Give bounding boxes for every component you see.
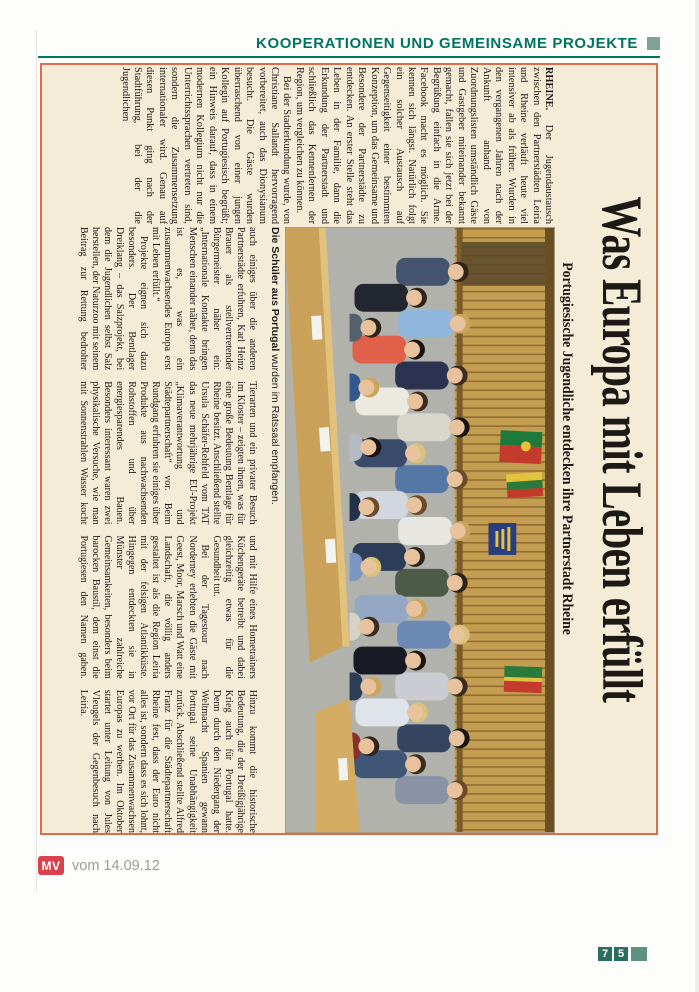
- article-subhead: Portugiesische Jugendliche entdecken ihre Partnerstadt Rheine: [559, 262, 575, 636]
- paper-sheet: [338, 758, 348, 780]
- article-photo: [285, 227, 555, 833]
- page-number-right: 5: [614, 947, 628, 961]
- paragraph: Bei der Stadterkundung wurde, von Christiane Sallandt hervorragend vorbereitet, auch das Dionysianum besucht. Die Gäste wurden überraschend von einer jungen Kollegin auf Portugiesisch begrüßt; ein Hinweis darauf, dass in einem modernen Kollegium nicht nur die Unterrichtssprachen vertreten sind, sondern die Zusammensetzung internationaler wird. Genau auf diesen Punkt ging nach der Stadtführung, bei der die Jugendlichen: [119, 67, 293, 224]
- paper-sheet: [325, 539, 336, 563]
- photo-caption: Die Schüler aus Portugal wurden im Ratssaal empfangen.: [269, 227, 281, 505]
- paragraph: Projekte eignen sich dazu besonders. Der Bentlager Dreiklang – das Salzprojekt, bei dem die Jugendlichen selbst Salz herstellen, der Naturzoo mit seinem Beitrag zur Rettung bedrohter Tierarten und ein privater Besuch im Kloster – zeigten ihnen, was für eine große Bedeutung Bentlage für Rheine besitzt. Anschließend stellte Ursula Schäfer-Rehfeld vom TAT das neue mehrjährige EU-Projekt „Klimaverantwortung und Städtepartnerschaft“ vor. Beim Rundgang erfuhren sie einiges über Produkte aus nachwachsenden Rohstoffen und über energiesparendes Bauen. Besonders interessant waren zwei physikalische Versuche, wie man mit Sonnenstrahlen Wasser kocht und mit Hilfe eines Hometrainers Küchengeräte betreibt und dabei gleichzeitig etwas für die Gesundheit tut.: [77, 227, 258, 679]
- portugal-flag-icon: [499, 430, 542, 464]
- doorway: [462, 242, 545, 286]
- section-title: KOOPERATIONEN UND GEMEINSAME PROJEKTE: [256, 35, 638, 52]
- pager-accent-square-icon: [631, 947, 647, 961]
- paper-sheet: [311, 315, 322, 339]
- source-date: vom 14.09.12: [72, 857, 160, 874]
- paragraph: auch einiges über die anderen Partnerstädte erfuhren, Karl Heinz Brauer als stellvertretender Bürgermeister näher ein: „Internationale Kontakte bringen Menschen einander näher, denn das ist es, was ein zusammenwachsendes Europa erst mit Leben erfüllt.“: [150, 227, 258, 371]
- paper-sheet: [319, 427, 331, 452]
- striped-flag-icon: [506, 472, 543, 498]
- mv-logo: MV: [38, 856, 64, 875]
- scan-edge-shadow: [695, 0, 699, 992]
- side-table: [316, 698, 360, 832]
- scan-edge-line: [36, 30, 37, 892]
- newspaper-clipping: [40, 63, 658, 835]
- article-columns-2-5: [42, 227, 258, 833]
- page-number-left: 7: [598, 947, 612, 961]
- rotated-article: [40, 63, 658, 835]
- page-number-footer: [598, 947, 647, 961]
- article-column-1: [42, 67, 554, 224]
- section-marker-square-icon: [647, 37, 660, 50]
- paragraph: RHEINE. Der Jugendaustausch zwischen den Partnerstädten Leiria und Rheine verläuft heute viel intensiver ab als früher. Wurden in den vergangenen Jahren nach der Ankunft anhand von Zuordnungslisten umständlich Gäste und Gastgeber miteinander bekannt gemacht, fallen sie sich jetzt bei der Begrüßung einfach in die Arme. Facebook macht es möglich. Sie kennen sich längst. Natürlich folgt ein solcher Austausch auf Gegenseitigkeit einer bestimmten Konzeption, um das Gemeinsame und Besondere der Partnerstädte zu entdecken. An erster Stelle steht das Leben in der Familie, dann die Erkundung der Partnerstadt und schließlich das Kennenlernen der Region, um vergleichen zu können.: [293, 67, 554, 224]
- header-rule: [38, 56, 660, 58]
- article-headline: Was Europa mit Leben erfüllt: [590, 196, 653, 702]
- section-header: [38, 35, 660, 52]
- green-red-flag-icon: [504, 666, 543, 693]
- source-line: [38, 856, 160, 875]
- municipal-banner-icon: [488, 523, 516, 555]
- dateline: RHEINE.: [543, 67, 554, 111]
- paragraph: Bei der Tagestour nach Norderney erlebten die Gäste mit Geest, Moor, Marsch und Watt eine Landschaft, die völlig anders gestaltet ist als die Region Leiria mit der felsigen Atlantikküste. Hingegen entdeckten sie in Münster zahlreiche Gemeinsamkeiten, besonders beim barocken Baustil, dem einst die Portugiesen den Namen gaben. Hinzu kommt die historische Bedeutung, die der Dreißigjährige Krieg auch für Portugal hatte. Denn durch den Niedergang der Weltmacht Spanien gewann Portugal seine Unabhängigkeit zurück. Abschließend stellte Alfred Franz für die Städtepartnerschaft Rheine fest, dass der Euro nicht alles ist, sondern dass es sich lohnt, vor Ort für das Zusammenwachsen Europas zu werben. Im Oktober startet unter Leitung von Jules Vleugels der Gegenbesuch nach Leiria.: [77, 535, 258, 833]
